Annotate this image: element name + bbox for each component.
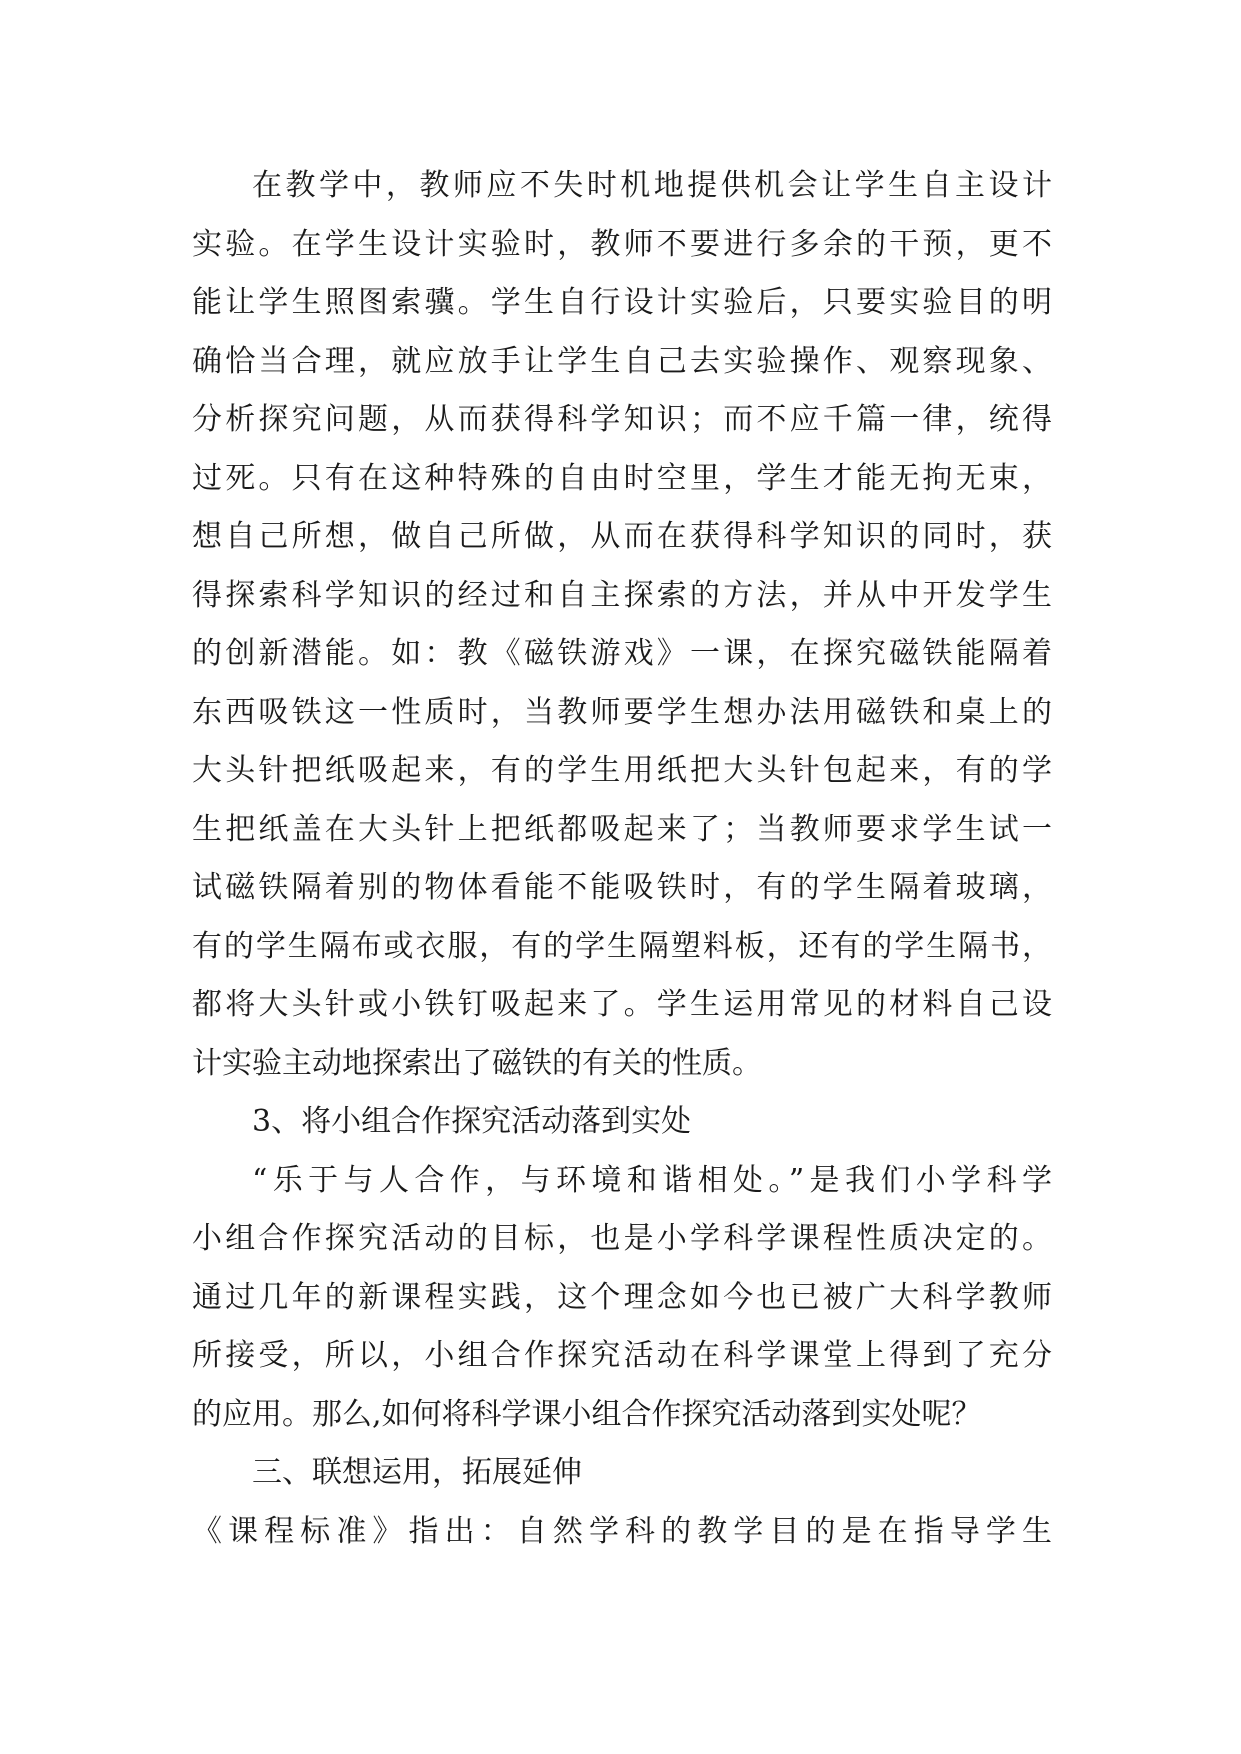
paragraph-line: 能让学生照图索骥。学生自行设计实验后，只要实验目的明 bbox=[192, 285, 1052, 320]
paragraph-line: 通过几年的新课程实践，这个理念如今也已被广大科学教师 bbox=[192, 1279, 1052, 1315]
paragraph-line: 生把纸盖在大头针上把纸都吸起来了；当教师要求学生试一 bbox=[192, 811, 1052, 847]
paragraph-line: 过死。只有在这种特殊的自由时空里，学生才能无拘无束， bbox=[192, 460, 1052, 496]
paragraph-line: 得探索科学知识的经过和自主探索的方法，并从中开发学生 bbox=[192, 577, 1052, 613]
paragraph-line: 大头针把纸吸起来，有的学生用纸把大头针包起来，有的学 bbox=[192, 753, 1052, 788]
paragraph-line: 试磁铁隔着别的物体看能不能吸铁时，有的学生隔着玻璃， bbox=[192, 870, 1052, 905]
body-text bbox=[192, 157, 1052, 1561]
paragraph-line: 有的学生隔布或衣服，有的学生隔塑料板，还有的学生隔书， bbox=[192, 928, 1052, 964]
paragraph-line: 计实验主动地探索出了磁铁的有关的性质。 bbox=[192, 1045, 762, 1081]
section-heading: 3、将小组合作探究活动落到实处 bbox=[252, 1104, 692, 1139]
paragraph-line: 都将大头针或小铁钉吸起来了。学生运用常见的材料自己设 bbox=[192, 987, 1052, 1022]
section-heading: 三、联想运用，拓展延伸 bbox=[252, 1455, 582, 1490]
paragraph-line: 想自己所想，做自己所做，从而在获得科学知识的同时，获 bbox=[192, 519, 1052, 554]
paragraph-line: 在教学中，教师应不失时机地提供机会让学生自主设计 bbox=[252, 168, 1052, 203]
paragraph-line: 实验。在学生设计实验时，教师不要进行多余的干预，更不 bbox=[192, 226, 1052, 262]
paragraph-line: 所接受，所以，小组合作探究活动在科学课堂上得到了充分 bbox=[192, 1338, 1052, 1373]
paragraph-line: 的创新潜能。如：教《磁铁游戏》一课，在探究磁铁能隔着 bbox=[192, 636, 1052, 671]
paragraph-line: 东西吸铁这一性质时，当教师要学生想办法用磁铁和桌上的 bbox=[192, 694, 1052, 730]
paragraph-line: 确恰当合理，就应放手让学生自己去实验操作、观察现象、 bbox=[192, 343, 1052, 379]
paragraph-line: “乐于与人合作，与环境和谐相处。”是我们小学科学 bbox=[252, 1162, 1052, 1198]
paragraph-line: 小组合作探究活动的目标，也是小学科学课程性质决定的。 bbox=[192, 1221, 1052, 1256]
paragraph-line: 分析探究问题，从而获得科学知识；而不应千篇一律，统得 bbox=[192, 402, 1052, 437]
paragraph-line: 《课程标准》指出：自然学科的教学目的是在指导学生 bbox=[192, 1513, 1052, 1549]
paragraph-line: 的应用。那么,如何将科学课小组合作探究活动落到实处呢？ bbox=[192, 1396, 982, 1432]
